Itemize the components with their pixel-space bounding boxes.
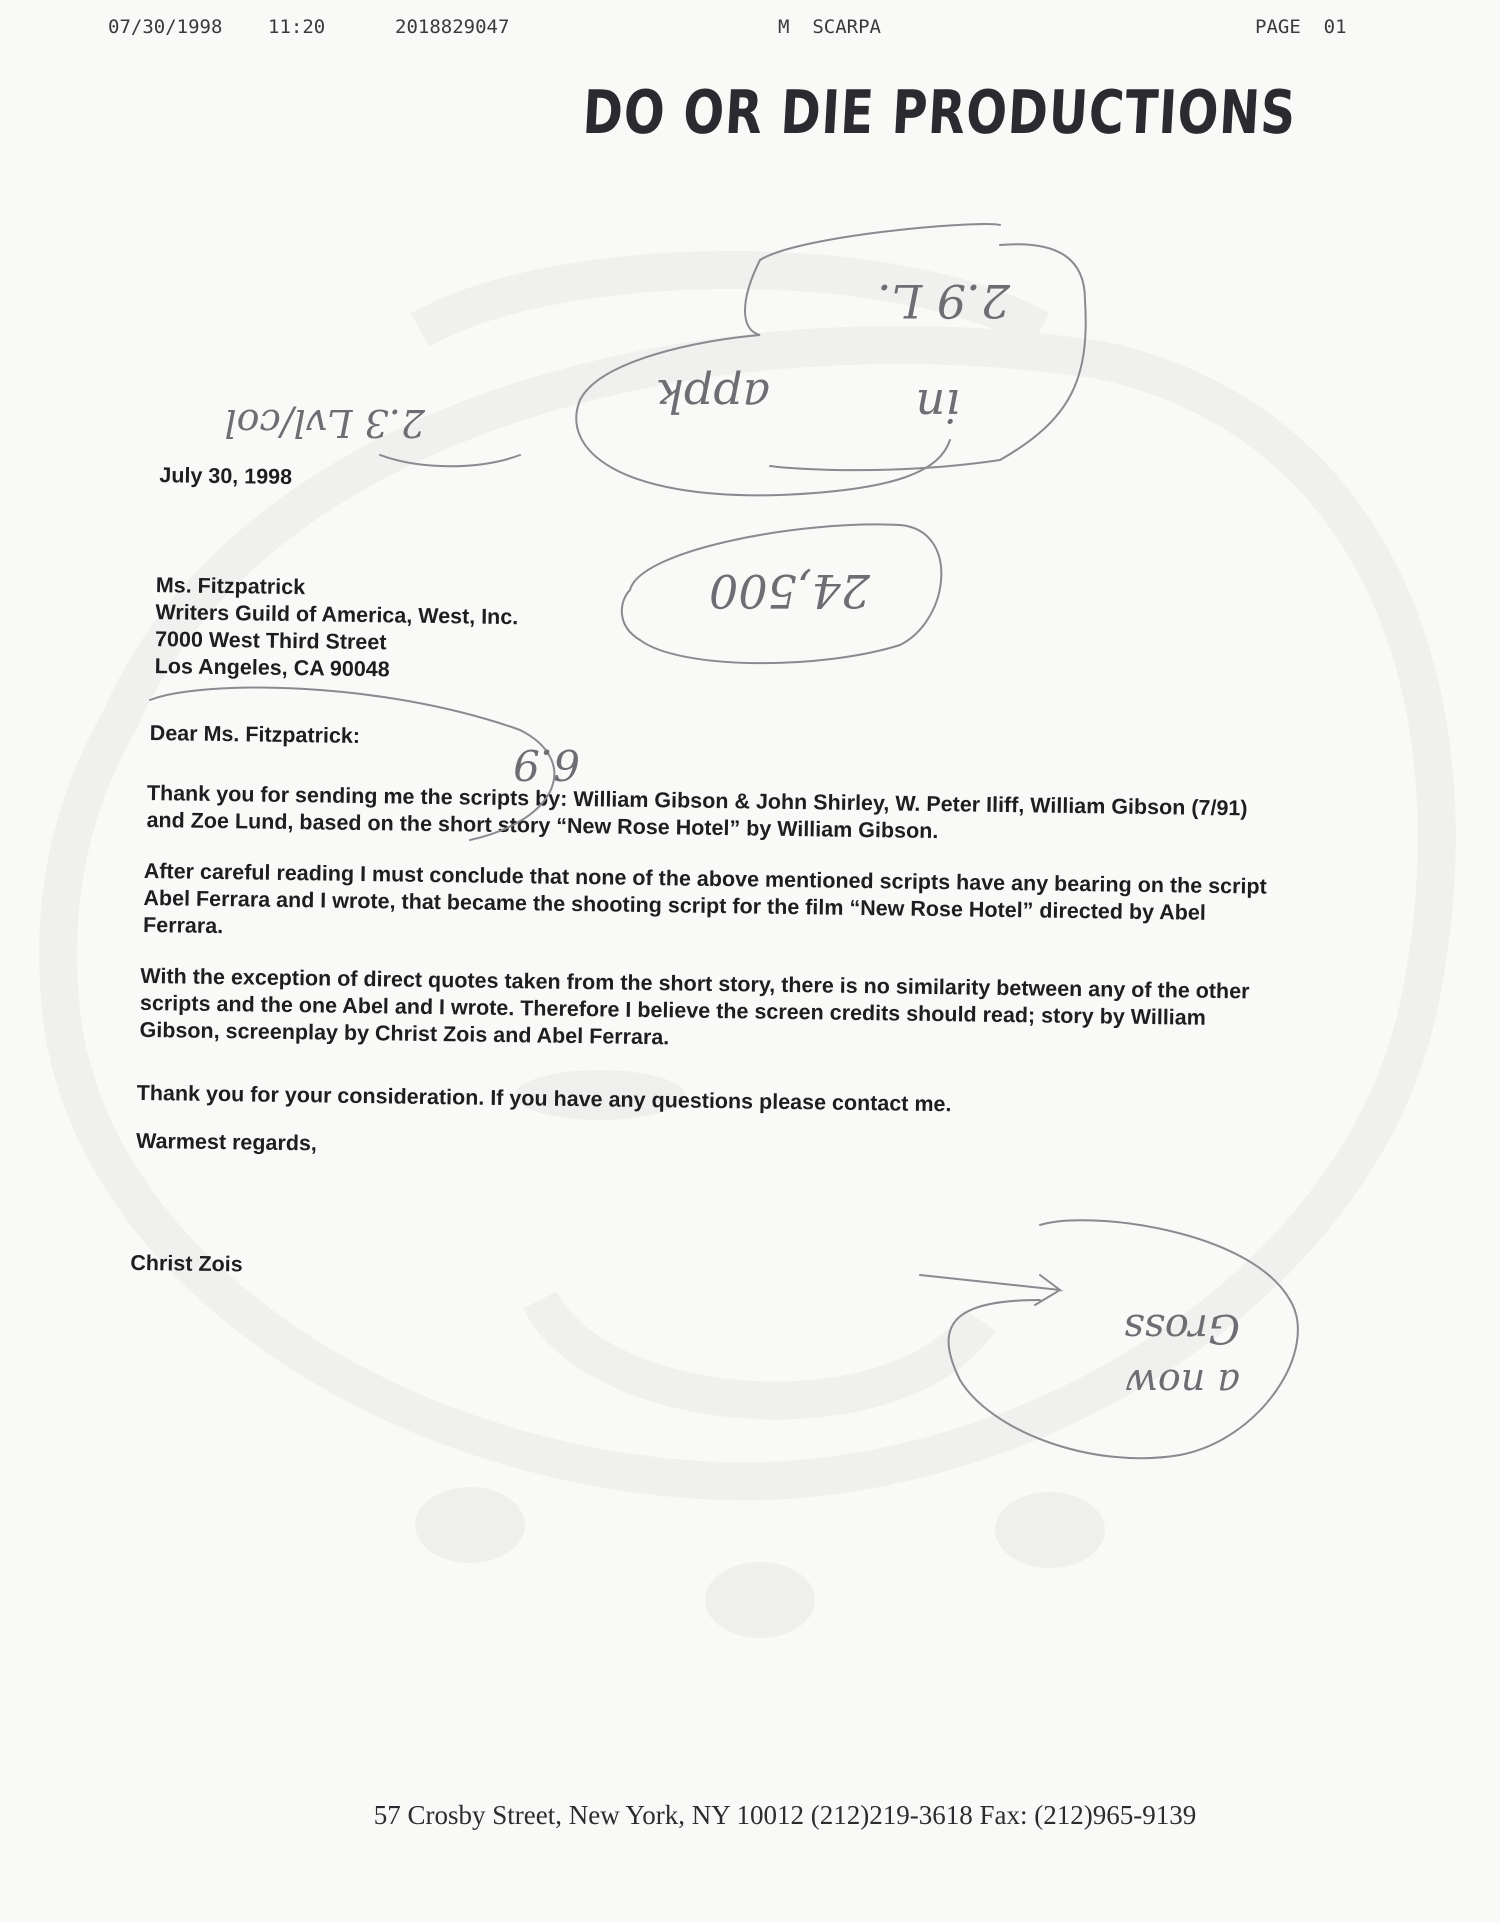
paragraph-2: After careful reading I must conclude that none of the above mentioned scripts have any bearing on the script Abel Ferrara and I wrote, that became the shooting script for the film “New Rose Hotel” directed by Abel Ferrara. — [142, 858, 1267, 939]
fax-page: PAGE 01 — [1255, 16, 1347, 38]
svg-text:6.9: 6.9 — [513, 740, 580, 789]
recipient-address — [155, 572, 1286, 696]
paragraph-3: With the exception of direct quotes taken from the short story, there is no similarity between any of the other scripts and the one Abel and I wrote. Therefore I believe the screen credits should read; story by William Gibson, screenplay by Christ Zois and Abel Ferrara. — [139, 963, 1250, 1050]
company-address-footer: 57 Crosby Street, New York, NY 10012 (212)219-3618 Fax: (212)965-9139 — [373, 1800, 1197, 1830]
fax-sender: M SCARPA — [778, 16, 881, 38]
letter-date: July 30, 1998 — [159, 463, 293, 490]
signer-name: Christ Zois — [130, 1250, 243, 1277]
recipient-organization: Writers Guild of America, West, Inc. — [155, 600, 519, 630]
svg-text:2.3 Lvl/col: 2.3 Lvl/col — [224, 401, 425, 445]
paragraph-4: Thank you for your consideration. If you have any questions please contact me. — [136, 1080, 952, 1117]
svg-text:appk: appk — [655, 369, 770, 423]
svg-text:a now: a now — [1125, 1361, 1240, 1405]
recipient-name: Ms. Fitzpatrick — [155, 573, 306, 600]
fax-header — [0, 16, 1500, 46]
company-letterhead: DO OR DIE PRODUCTIONS — [581, 78, 1299, 148]
fax-number: 2018829047 — [395, 16, 510, 38]
svg-text:in: in — [915, 379, 960, 433]
svg-text:2.9 L.: 2.9 L. — [877, 274, 1010, 328]
paragraph-1: Thank you for sending me the scripts by: William Gibson & John Shirley, W. Peter Iliff, William Gibson (7/91) and Zoe Lund, based on the short story “New Rose Hotel” by William Gibson. — [146, 781, 1248, 844]
recipient-city: Los Angeles, CA 90048 — [154, 654, 390, 682]
closing: Warmest regards, — [135, 1128, 318, 1156]
fax-time: 11:20 — [268, 16, 326, 38]
svg-text:Gross: Gross — [1123, 1305, 1240, 1351]
fax-date: 07/30/1998 — [108, 16, 223, 38]
svg-text:24,500: 24,500 — [709, 564, 870, 618]
recipient-street: 7000 West Third Street — [154, 627, 387, 655]
salutation: Dear Ms. Fitzpatrick: — [149, 721, 361, 748]
